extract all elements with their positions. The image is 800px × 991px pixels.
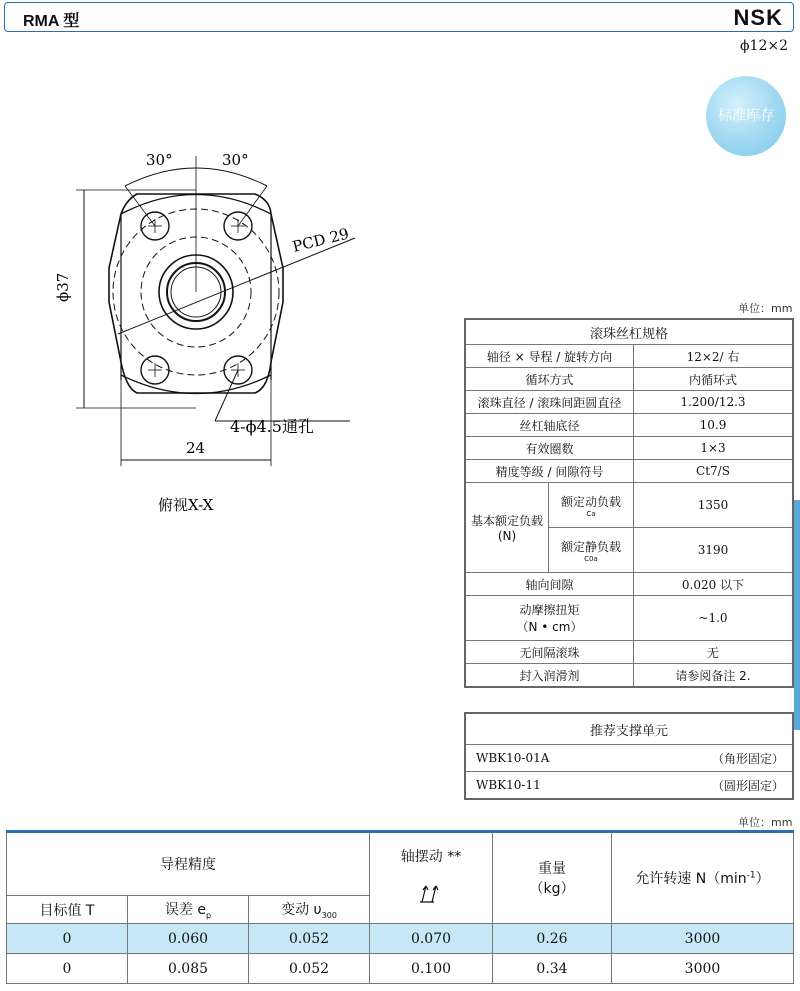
row-label: 有效圈数 bbox=[465, 437, 634, 460]
table-row bbox=[7, 924, 794, 954]
mounting-holes bbox=[141, 212, 252, 384]
diameter-label: ϕ37 bbox=[54, 272, 72, 302]
holes-label: 4-ϕ4.5通孔 bbox=[230, 417, 314, 436]
variation-header bbox=[249, 896, 370, 924]
cell-variation: 0.052 bbox=[249, 924, 370, 954]
table-row bbox=[465, 345, 793, 368]
support-model: WBK10-11 bbox=[465, 772, 632, 800]
cell-runout: 0.070 bbox=[370, 924, 493, 954]
cell-speed: 3000 bbox=[612, 924, 794, 954]
table-row bbox=[465, 573, 793, 596]
weight-unit: （kg） bbox=[529, 881, 575, 897]
support-unit-table bbox=[464, 712, 794, 800]
brand-logo: NSK bbox=[733, 5, 783, 30]
cell-error: 0.085 bbox=[128, 954, 249, 984]
view-label: 俯视X-X bbox=[158, 496, 214, 514]
target-header: 目标值 T bbox=[7, 896, 128, 924]
error-label: 误差 e bbox=[164, 902, 206, 919]
row-label: 轴径 × 导程 / 旋转方向 bbox=[465, 345, 634, 368]
accuracy-table bbox=[6, 830, 794, 984]
angle-right-label: 30° bbox=[222, 151, 249, 169]
cell-weight: 0.26 bbox=[493, 924, 612, 954]
table-row bbox=[465, 596, 793, 641]
cell-target: 0 bbox=[7, 924, 128, 954]
table-row bbox=[465, 664, 793, 688]
table-row bbox=[465, 414, 793, 437]
error-header bbox=[128, 896, 249, 924]
runout-arrows-icon bbox=[416, 880, 446, 906]
stat-load-value: 3190 bbox=[634, 528, 794, 573]
table-row bbox=[465, 772, 793, 800]
dyn-load-label: 额定动负载 bbox=[560, 494, 621, 509]
stock-badge-label: 标准库存 bbox=[718, 108, 774, 124]
speed-header bbox=[612, 832, 794, 924]
spec-table-title: 滚珠丝杠规格 bbox=[465, 319, 793, 345]
stock-badge bbox=[706, 76, 786, 156]
row-value: 请参阅备注 2. bbox=[634, 664, 794, 688]
weight-label: 重量 bbox=[538, 861, 566, 877]
stat-load-cell bbox=[549, 528, 634, 573]
table-row bbox=[465, 460, 793, 483]
row-label: 精度等级 / 间隙符号 bbox=[465, 460, 634, 483]
table-row bbox=[465, 391, 793, 414]
pcd-label: PCD 29 bbox=[290, 224, 351, 256]
cell-error: 0.060 bbox=[128, 924, 249, 954]
stat-load-label: 额定静负载 bbox=[560, 539, 621, 554]
row-label: 滚珠直径 / 滚珠间距圆直径 bbox=[465, 391, 634, 414]
load-group-label: 基本额定负载 bbox=[470, 514, 543, 528]
torque-value: ~1.0 bbox=[634, 596, 794, 641]
title-bar bbox=[4, 2, 794, 32]
dyn-load-symbol: Ca bbox=[586, 509, 596, 518]
weight-header bbox=[493, 832, 612, 924]
support-type: （圆形固定） bbox=[632, 772, 793, 800]
runout-label: 轴摆动 ** bbox=[400, 849, 462, 865]
page-title: RMA 型 bbox=[23, 13, 80, 30]
table-row bbox=[465, 745, 793, 772]
support-model: WBK10-01A bbox=[465, 745, 632, 772]
unit-label-top: 单位：mm bbox=[738, 302, 793, 315]
row-value: 1×3 bbox=[634, 437, 794, 460]
speed-label: 允许转速 N（min bbox=[635, 871, 747, 887]
support-title: 推荐支撑单元 bbox=[465, 713, 793, 745]
load-group-cell bbox=[465, 483, 549, 573]
technical-drawing bbox=[0, 130, 460, 530]
dyn-load-value: 1350 bbox=[634, 483, 794, 528]
unit-label-bottom: 单位：mm bbox=[738, 816, 793, 829]
row-value: 内循环式 bbox=[634, 368, 794, 391]
side-accent-bar bbox=[794, 500, 800, 730]
torque-label: 动摩擦扭矩 bbox=[519, 603, 580, 617]
row-value: 12×2/ 右 bbox=[634, 345, 794, 368]
cell-variation: 0.052 bbox=[249, 954, 370, 984]
row-value: 无 bbox=[634, 641, 794, 664]
table-row bbox=[465, 641, 793, 664]
row-value: 1.200/12.3 bbox=[634, 391, 794, 414]
row-label: 丝杠轴底径 bbox=[465, 414, 634, 437]
error-subscript: p bbox=[206, 910, 212, 920]
dyn-load-cell bbox=[549, 483, 634, 528]
variation-label: 变动 υ bbox=[281, 902, 322, 919]
angle-left-label: 30° bbox=[146, 151, 173, 169]
torque-cell bbox=[465, 596, 634, 641]
row-value: Ct7/S bbox=[634, 460, 794, 483]
row-label: 无间隔滚珠 bbox=[465, 641, 634, 664]
cell-weight: 0.34 bbox=[493, 954, 612, 984]
table-row bbox=[465, 368, 793, 391]
table-row bbox=[7, 954, 794, 984]
table-row bbox=[465, 437, 793, 460]
variation-subscript: 300 bbox=[321, 910, 337, 920]
lead-accuracy-header: 导程精度 bbox=[7, 832, 370, 896]
support-type: （角形固定） bbox=[632, 745, 793, 772]
row-label: 轴向间隙 bbox=[465, 573, 634, 596]
torque-unit: （N • cm） bbox=[516, 620, 583, 634]
stat-load-symbol: C0a bbox=[584, 554, 598, 563]
load-group-unit: (N) bbox=[497, 529, 517, 543]
row-value: 0.020 以下 bbox=[634, 573, 794, 596]
spec-size: ϕ12×2 bbox=[740, 38, 788, 54]
cell-runout: 0.100 bbox=[370, 954, 493, 984]
row-value: 10.9 bbox=[634, 414, 794, 437]
cell-speed: 3000 bbox=[612, 954, 794, 984]
row-label: 封入润滑剂 bbox=[465, 664, 634, 688]
runout-header bbox=[370, 832, 493, 924]
cell-target: 0 bbox=[7, 954, 128, 984]
speed-unit-exponent: -1 bbox=[746, 870, 756, 881]
table-row bbox=[465, 483, 793, 528]
ballscrew-spec-table bbox=[464, 318, 794, 688]
speed-close: ） bbox=[755, 871, 770, 887]
row-label: 循环方式 bbox=[465, 368, 634, 391]
width-label: 24 bbox=[186, 439, 206, 457]
